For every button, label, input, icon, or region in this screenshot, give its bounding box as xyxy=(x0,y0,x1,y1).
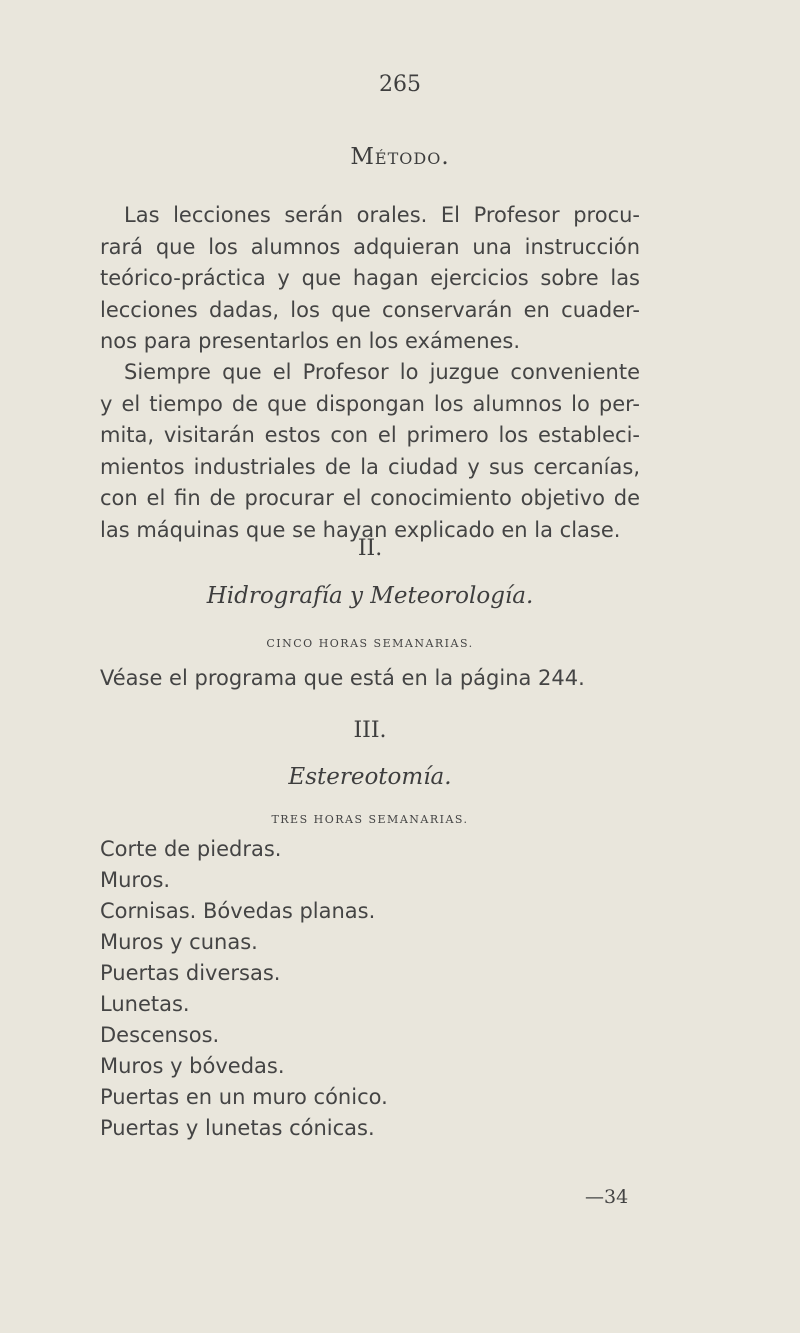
paragraph-lessons xyxy=(100,200,640,358)
list-item: Puertas y lunetas cónicas. xyxy=(100,1116,375,1140)
text-line: Siempre que el Profesor lo juzgue conveniente xyxy=(124,360,640,384)
list-item: Muros. xyxy=(100,868,171,892)
subject-estereotomia: Estereotomía. xyxy=(288,764,452,790)
topic-list xyxy=(100,834,388,1144)
program-note: Véase el programa que está en la página 244. xyxy=(100,666,585,690)
text-line: Las lecciones serán orales. El Profesor procu- xyxy=(124,203,640,227)
section-numeral-3: III. xyxy=(353,718,387,743)
text-line: con el fin de procurar el conocimiento objetivo de xyxy=(100,486,640,510)
page-number: 265 xyxy=(379,72,421,97)
list-item: Puertas en un muro cónico. xyxy=(100,1085,388,1109)
section-heading: Método. xyxy=(350,144,450,170)
paragraph-visits xyxy=(100,357,640,546)
list-item: Lunetas. xyxy=(100,992,190,1016)
text-line: las máquinas que se hayan explicado en la clase. xyxy=(100,517,621,542)
list-item: Muros y bóvedas. xyxy=(100,1054,285,1078)
hours-label: TRES HORAS SEMANARIAS. xyxy=(271,813,469,826)
list-item: Muros y cunas. xyxy=(100,930,258,954)
section-numeral-2: II. xyxy=(357,536,383,561)
list-item: Puertas diversas. xyxy=(100,961,281,985)
text-line: mita, visitarán estos con el primero los estableci- xyxy=(100,423,640,447)
list-item: Descensos. xyxy=(100,1023,220,1047)
signature-mark: —34 xyxy=(585,1186,629,1208)
text-line: nos para presentarlos en los exámenes. xyxy=(100,329,521,353)
hours-label: CINCO HORAS SEMANARIAS. xyxy=(266,637,474,650)
subject-hidrografia: Hidrografía y Meteorología. xyxy=(206,583,534,609)
text-line: teórico-práctica y que hagan ejercicios sobre las xyxy=(100,266,640,290)
list-item: Cornisas. Bóvedas planas. xyxy=(100,899,376,923)
text-line: rará que los alumnos adquieran una instrucción xyxy=(100,234,640,259)
text-line: lecciones dadas, los que conservarán en cuader- xyxy=(100,297,640,322)
text-line: mientos industriales de la ciudad y sus cercanías, xyxy=(100,454,640,479)
list-item: Corte de piedras. xyxy=(100,837,282,861)
text-line: y el tiempo de que dispongan los alumnos lo per- xyxy=(100,391,640,416)
